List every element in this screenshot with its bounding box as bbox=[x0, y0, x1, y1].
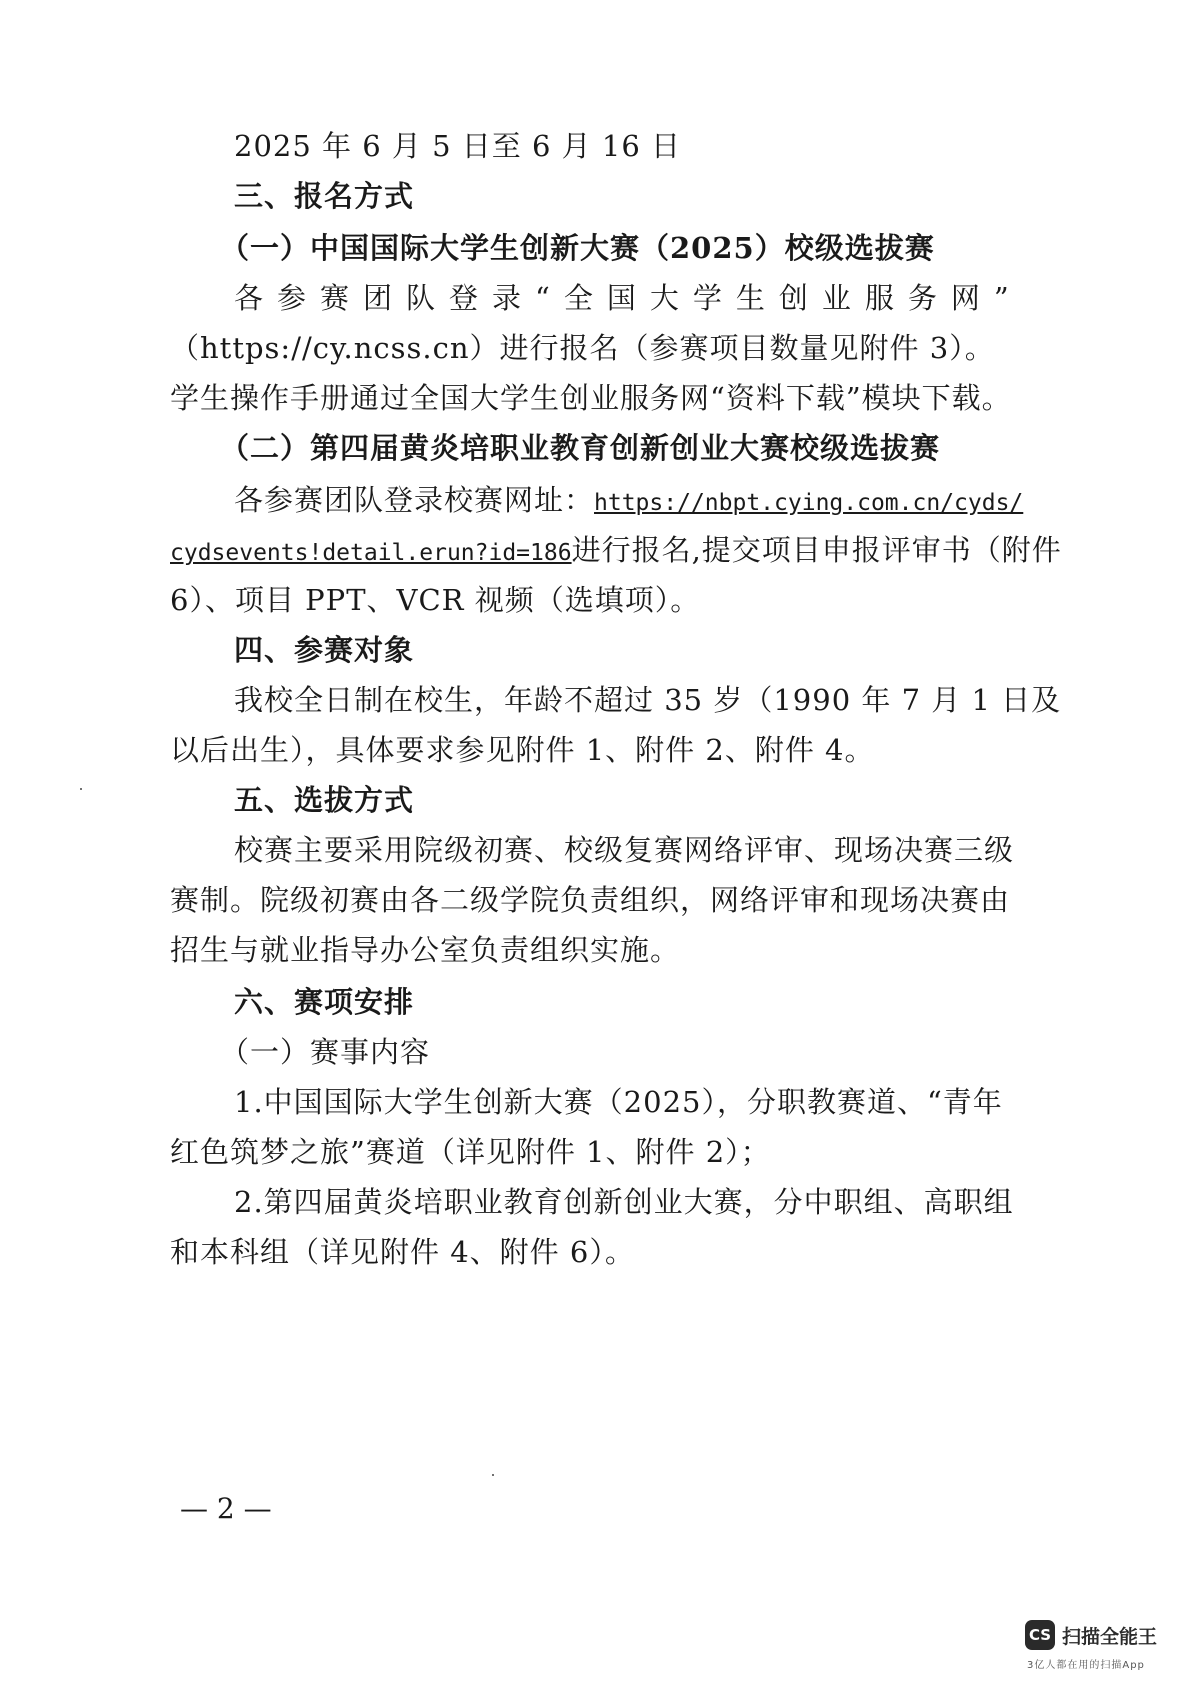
page-number: — 2 — bbox=[180, 1492, 272, 1525]
school-site-link-part1[interactable]: https://nbpt.cying.com.cn/cyds/ bbox=[594, 490, 1024, 516]
paragraph-item-2: 2.第四届黄炎培职业教育创新创业大赛，分中职组、高职组 bbox=[234, 1185, 1014, 1219]
subheading-event-content: （一）赛事内容 bbox=[220, 1035, 431, 1069]
scanner-watermark bbox=[1025, 1620, 1175, 1676]
paragraph-selection-3: 招生与就业指导办公室负责组织实施。 bbox=[170, 933, 681, 967]
subheading-huangyanpei-contest: （二）第四届黄炎培职业教育创新创业大赛校级选拔赛 bbox=[220, 431, 941, 465]
heading-participants: 四、参赛对象 bbox=[234, 633, 415, 667]
paragraph-school-site bbox=[234, 480, 1023, 523]
school-site-link-part2[interactable]: cydsevents!detail.erun?id=186 bbox=[170, 540, 572, 566]
paragraph-selection-1: 校赛主要采用院级初赛、校级复赛网络评审、现场决赛三级 bbox=[234, 833, 1015, 867]
paragraph-eligibility-cont: 以后出生），具体要求参见附件 1、附件 2、附件 4。 bbox=[170, 733, 875, 767]
scan-speck bbox=[492, 1474, 494, 1476]
subheading-innovation-contest: （一）中国国际大学生创新大赛（2025）校级选拔赛 bbox=[220, 231, 935, 265]
paragraph-date-range: 2025 年 6 月 5 日至 6 月 16 日 bbox=[234, 129, 682, 163]
submit-materials-text: 进行报名,提交项目申报评审书（附件 bbox=[571, 533, 1062, 567]
paragraph-school-site-cont bbox=[170, 530, 1062, 573]
heading-selection-method: 五、选拔方式 bbox=[234, 783, 415, 817]
heading-registration-method: 三、报名方式 bbox=[234, 179, 415, 213]
paragraph-manual-download: 学生操作手册通过全国大学生创业服务网“资料下载”模块下载。 bbox=[170, 381, 1012, 415]
paragraph-login-platform: 各参赛团队登录“全国大学生创业服务网” bbox=[234, 281, 1023, 315]
paragraph-selection-2: 赛制。院级初赛由各二级学院负责组织，网络评审和现场决赛由 bbox=[170, 883, 1011, 917]
paragraph-item-1-cont: 红色筑梦之旅”赛道（详见附件 1、附件 2）； bbox=[170, 1135, 771, 1169]
paragraph-item-1: 1.中国国际大学生创新大赛（2025），分职教赛道、“青年 bbox=[234, 1085, 1003, 1119]
paragraph-registration-url: （https://cy.ncss.cn）进行报名（参赛项目数量见附件 3）。 bbox=[170, 331, 995, 365]
watermark-title: 扫描全能王 bbox=[1062, 1626, 1158, 1648]
paragraph-eligibility: 我校全日制在校生，年龄不超过 35 岁（1990 年 7 月 1 日及 bbox=[234, 683, 1062, 717]
camscanner-logo-icon: CS bbox=[1025, 1620, 1055, 1650]
paragraph-materials: 6）、项目 PPT、VCR 视频（选填项）。 bbox=[170, 583, 701, 617]
watermark-subtitle: 3亿人都在用的扫描App bbox=[1027, 1660, 1145, 1671]
school-site-label: 各参赛团队登录校赛网址： bbox=[234, 483, 595, 517]
scan-speck bbox=[80, 788, 82, 790]
paragraph-item-2-cont: 和本科组（详见附件 4、附件 6）。 bbox=[170, 1235, 635, 1269]
heading-event-arrangement: 六、赛项安排 bbox=[234, 985, 415, 1019]
